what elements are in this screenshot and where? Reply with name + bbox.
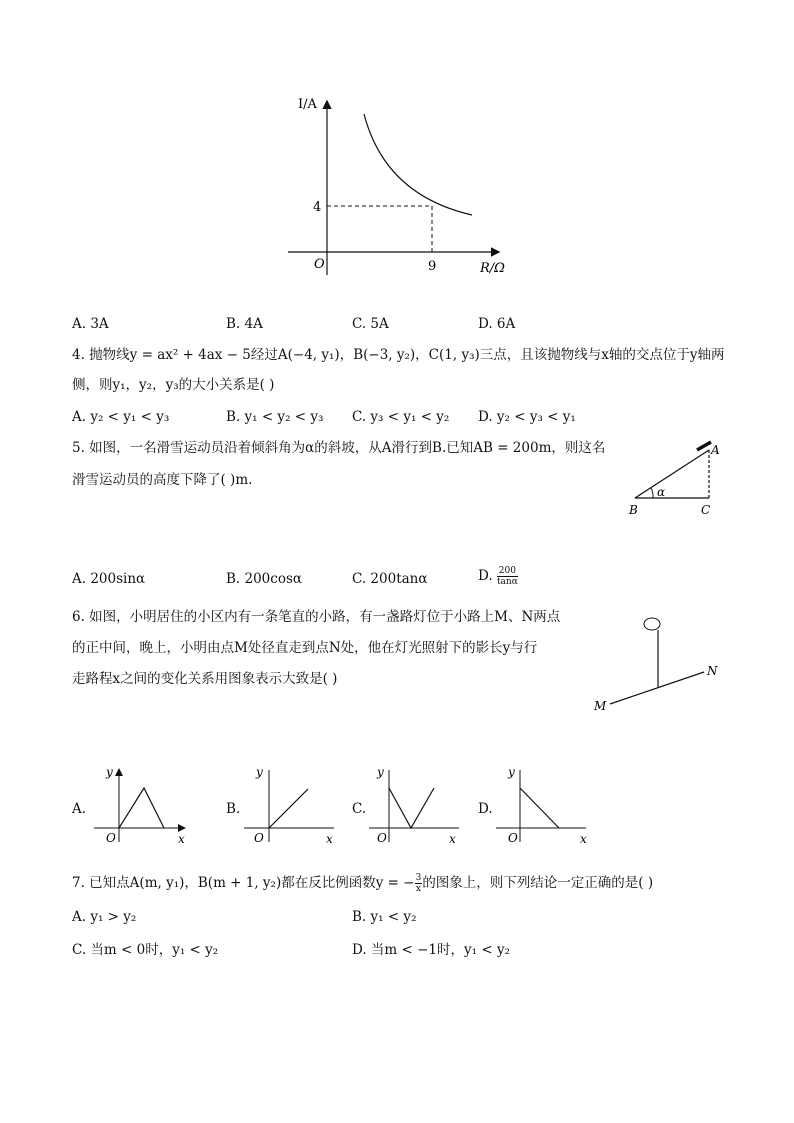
q7-option-a[interactable]: A. y₁ > y₂ [72, 909, 137, 925]
hyperbola-curve [364, 114, 472, 215]
q5-option-b[interactable]: B. 200cosα [226, 571, 303, 587]
svg-text:O: O [508, 831, 518, 845]
q4-option-d[interactable]: D. y₂ < y₃ < y₁ [478, 409, 576, 425]
q6-option-a[interactable]: A. [72, 801, 87, 817]
x-axis-label: R/Ω [480, 261, 505, 276]
q5-option-d[interactable] [478, 566, 518, 587]
q4-stem-line1: 4. 抛物线y = ax² + 4ax − 5经过A(−4, y₁)，B(−3, y₂)，C(1, y₃)三点，且该抛物线与x轴的交点位于y轴两 [72, 347, 725, 363]
label-c: C [701, 503, 711, 517]
q3-option-a[interactable]: A. 3A [72, 316, 109, 332]
label-a: A [711, 443, 720, 457]
q6-graph-d [494, 762, 594, 847]
current-resistance-graph [280, 90, 520, 285]
svg-text:x: x [449, 832, 456, 846]
q6-stem-line2: 的正中间，晚上，小明由点M处径直走到点N处，他在灯光照射下的影长y与行 [72, 640, 538, 656]
svg-text:O: O [254, 831, 264, 845]
slope-triangle-figure [625, 438, 735, 520]
label-m: M [594, 699, 607, 713]
q6-option-d[interactable]: D. [478, 801, 493, 817]
q6-graph-c [367, 762, 467, 847]
q6-graph-a [92, 762, 192, 847]
svg-text:x: x [326, 832, 333, 846]
q5-option-d-fraction: $\frac{200}{\tan\alpha}$ [496, 566, 518, 587]
q6-stem-line1: 6. 如图，小明居住的小区内有一条笔直的小路，有一盏路灯位于小路上M、N两点 [72, 609, 561, 625]
q7-option-b[interactable]: B. y₁ < y₂ [352, 909, 417, 925]
svg-text:O: O [106, 831, 116, 845]
svg-text:y: y [508, 765, 515, 779]
svg-text:x: x [178, 832, 185, 846]
street-lamp-figure [590, 610, 725, 720]
skier-icon [697, 442, 711, 450]
label-b: B [629, 503, 638, 517]
origin-label: O [314, 257, 325, 272]
q7-stem-line1: 7. 已知点A(m, y₁)，B(m + 1, y₂)都在反比例函数y = − $\frac{3}{x}$ 的图象上，则下列结论一定正确的是( ) [72, 873, 654, 894]
svg-text:O: O [377, 831, 387, 845]
q7-option-c[interactable]: C. 当m < 0时，y₁ < y₂ [72, 942, 219, 958]
q5-option-d-label: D. [478, 568, 493, 584]
svg-text:x: x [580, 832, 587, 846]
q5-option-c[interactable]: C. 200tanα [352, 571, 428, 587]
q5-option-a[interactable]: A. 200sinα [72, 571, 146, 587]
lamp-icon [644, 618, 660, 630]
q6-graph-b [242, 762, 342, 847]
q3-option-d[interactable]: D. 6A [478, 316, 516, 332]
q7-option-d[interactable]: D. 当m < −1时，y₁ < y₂ [352, 942, 510, 958]
q3-option-b[interactable]: B. 4A [226, 316, 263, 332]
q4-stem-line2: 侧，则y₁，y₂，y₃的大小关系是( ) [72, 377, 275, 393]
svg-text:y: y [106, 765, 113, 779]
q6-stem-line3: 走路程x之间的变化关系用图象表示大致是( ) [72, 671, 338, 687]
q5-stem-line1: 5. 如图，一名滑雪运动员沿着倾斜角为α的斜坡，从A滑行到B.已知AB = 200m，则这名 [72, 440, 606, 456]
q5-stem-line2: 滑雪运动员的高度下降了( )m. [72, 472, 253, 488]
svg-text:y: y [377, 765, 384, 779]
y-tick-label: 4 [313, 200, 322, 215]
q6-option-c[interactable]: C. [352, 801, 367, 817]
label-alpha: α [657, 485, 666, 499]
q3-option-c[interactable]: C. 5A [352, 316, 389, 332]
q4-option-c[interactable]: C. y₃ < y₁ < y₂ [352, 409, 450, 425]
x-tick-label: 9 [428, 259, 437, 274]
label-n: N [707, 664, 718, 678]
q6-option-b[interactable]: B. [226, 801, 241, 817]
q4-option-a[interactable]: A. y₂ < y₁ < y₃ [72, 409, 170, 425]
y-axis-label: I/A [298, 97, 317, 112]
q7-fraction: $\frac{3}{x}$ [415, 873, 422, 894]
svg-text:y: y [256, 765, 263, 779]
q4-option-b[interactable]: B. y₁ < y₂ < y₃ [226, 409, 324, 425]
